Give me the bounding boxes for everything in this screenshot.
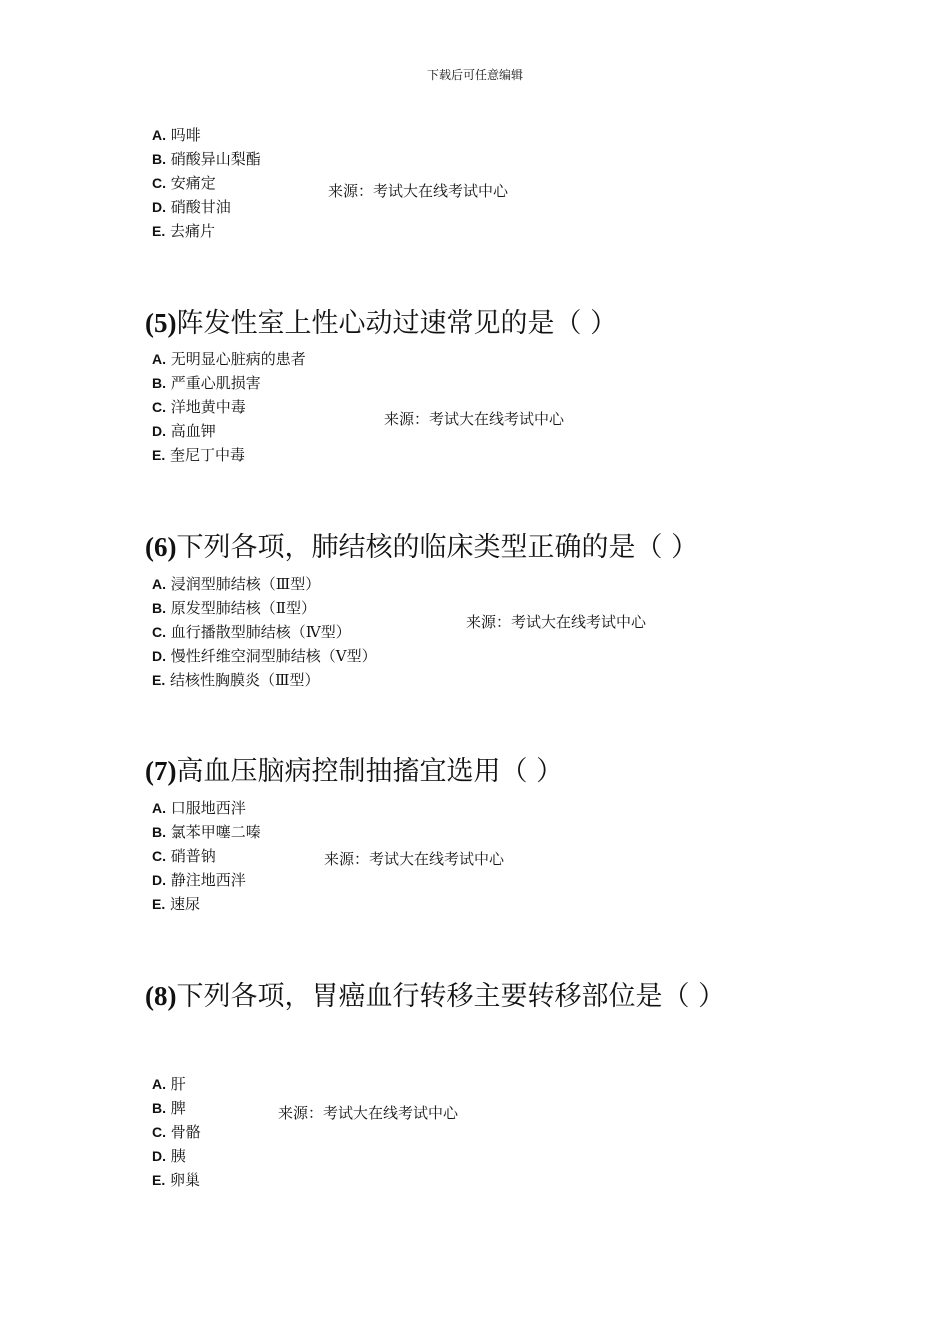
option-text: 胰: [170, 1147, 186, 1165]
option-a: [152, 1072, 201, 1096]
option-e: [152, 668, 377, 692]
option-b: [152, 1096, 201, 1120]
options-block-8: [152, 1072, 201, 1192]
question-5: [145, 300, 825, 347]
option-letter: A.: [152, 127, 166, 143]
option-text: 硝酸甘油: [170, 198, 231, 216]
option-text: 硝酸异山梨酯: [170, 150, 261, 168]
option-letter: E.: [152, 447, 166, 463]
option-e: [152, 219, 261, 243]
option-b: [152, 147, 261, 171]
option-text: 血行播散型肺结核（Ⅳ型）: [170, 623, 351, 641]
options-block-7: [152, 796, 261, 916]
source-label: 来源：考试大在线考试中心: [466, 613, 647, 631]
option-text: 骨骼: [170, 1123, 201, 1141]
option-c: [152, 844, 261, 868]
option-d: [152, 195, 261, 219]
option-text: 吗啡: [170, 126, 201, 144]
option-letter: B.: [152, 375, 166, 391]
option-text: 奎尼丁中毒: [170, 446, 246, 464]
option-a: [152, 123, 261, 147]
option-c: [152, 620, 377, 644]
option-text: 氯苯甲噻二嗪: [170, 823, 261, 841]
option-letter: D.: [152, 199, 166, 215]
option-c: [152, 1120, 201, 1144]
option-letter: E.: [152, 672, 166, 688]
question-text: 下列各项，胃癌血行转移主要转移部位是（ ）: [176, 981, 726, 1012]
question-number: (5): [145, 308, 177, 338]
option-letter: B.: [152, 600, 166, 616]
option-text: 口服地西泮: [170, 799, 246, 817]
question-number: (6): [145, 532, 177, 562]
option-a: [152, 796, 261, 820]
option-letter: C.: [152, 1124, 166, 1140]
option-text: 高血钾: [170, 422, 216, 440]
option-letter: E.: [152, 896, 166, 912]
option-c: [152, 395, 306, 419]
question-8: [145, 973, 825, 1020]
option-text: 静注地西泮: [170, 871, 246, 889]
options-block-0: [152, 123, 261, 243]
option-text: 严重心肌损害: [170, 374, 261, 392]
option-text: 脾: [170, 1099, 186, 1117]
option-letter: E.: [152, 1172, 166, 1188]
option-letter: D.: [152, 648, 166, 664]
option-text: 肝: [170, 1075, 186, 1093]
option-text: 结核性胸膜炎（Ⅲ型）: [170, 671, 320, 689]
option-letter: C.: [152, 848, 166, 864]
option-c: [152, 171, 261, 195]
option-letter: A.: [152, 576, 166, 592]
option-b: [152, 820, 261, 844]
source-label: 来源：考试大在线考试中心: [328, 182, 509, 200]
options-block-5: [152, 347, 306, 467]
option-letter: B.: [152, 824, 166, 840]
page-header: 下载后可任意编辑: [426, 68, 523, 82]
options-block-6: [152, 572, 377, 692]
option-letter: C.: [152, 175, 166, 191]
option-letter: D.: [152, 872, 166, 888]
question-number: (7): [145, 756, 177, 786]
option-text: 去痛片: [170, 222, 216, 240]
option-letter: E.: [152, 223, 166, 239]
option-text: 原发型肺结核（Ⅱ型）: [170, 599, 316, 617]
option-text: 浸润型肺结核（Ⅲ型）: [170, 575, 321, 593]
source-label: 来源：考试大在线考试中心: [384, 410, 565, 428]
option-letter: C.: [152, 399, 166, 415]
option-a: [152, 347, 306, 371]
question-text: 下列各项，肺结核的临床类型正确的是（ ）: [176, 532, 699, 563]
option-letter: D.: [152, 1148, 166, 1164]
question-text: 高血压脑病控制抽搐宜选用（ ）: [176, 756, 564, 787]
question-number: (8): [145, 981, 177, 1011]
question-7: [145, 748, 825, 795]
option-b: [152, 596, 377, 620]
option-e: [152, 1168, 201, 1192]
option-e: [152, 443, 306, 467]
option-d: [152, 644, 377, 668]
option-letter: A.: [152, 800, 166, 816]
option-letter: A.: [152, 1076, 166, 1092]
option-letter: B.: [152, 151, 166, 167]
option-text: 卵巢: [170, 1171, 201, 1189]
option-d: [152, 868, 261, 892]
option-text: 慢性纤维空洞型肺结核（V型）: [170, 647, 377, 665]
option-e: [152, 892, 261, 916]
question-6: [145, 524, 825, 571]
option-text: 洋地黄中毒: [170, 398, 246, 416]
question-text: 阵发性室上性心动过速常见的是（ ）: [176, 308, 618, 339]
option-d: [152, 419, 306, 443]
option-text: 无明显心脏病的患者: [170, 350, 306, 368]
option-text: 硝普钠: [170, 847, 216, 865]
option-letter: A.: [152, 351, 166, 367]
option-letter: D.: [152, 423, 166, 439]
option-text: 安痛定: [170, 174, 216, 192]
option-a: [152, 572, 377, 596]
option-text: 速尿: [170, 895, 201, 913]
option-d: [152, 1144, 201, 1168]
source-label: 来源：考试大在线考试中心: [324, 850, 505, 868]
option-letter: C.: [152, 624, 166, 640]
option-letter: B.: [152, 1100, 166, 1116]
source-label: 来源：考试大在线考试中心: [278, 1104, 459, 1122]
option-b: [152, 371, 306, 395]
